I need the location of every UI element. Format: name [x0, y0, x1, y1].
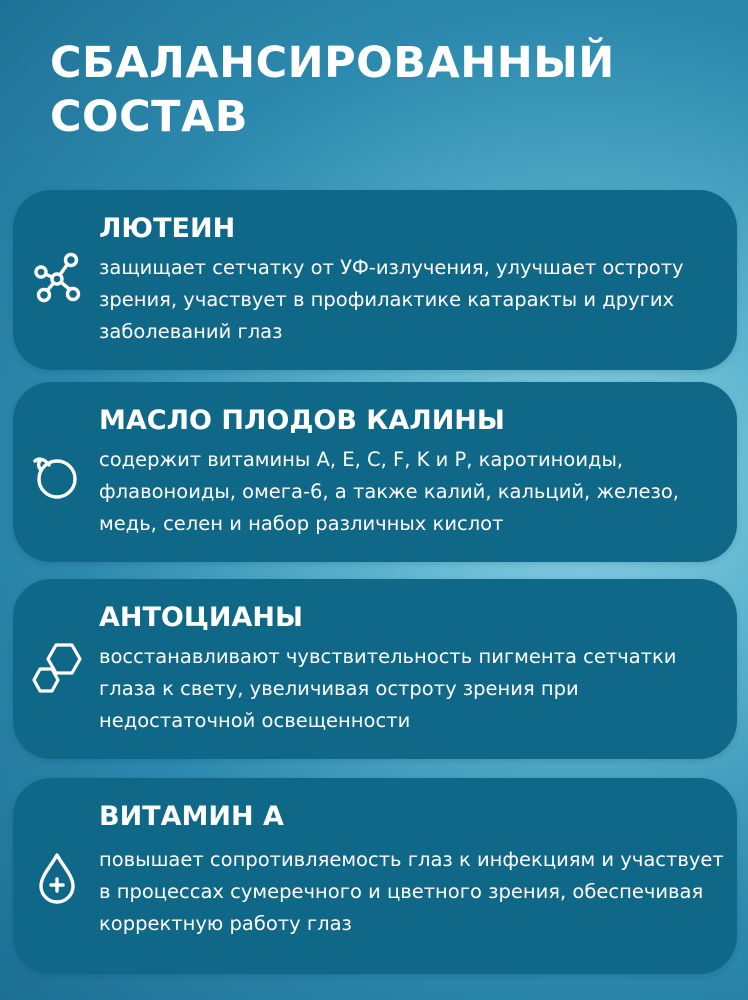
page-title: СБАЛАНСИРОВАННЫЙ СОСТАВ: [50, 38, 615, 142]
card-title: МАСЛО ПЛОДОВ КАЛИНЫ: [99, 405, 505, 436]
card-title: ЛЮТЕИН: [99, 213, 236, 244]
card-description: повышает сопротивляемость глаз к инфекциям и участвует в процессах сумеречного и цветного зрения, обеспечивая корректную работу глаз: [99, 848, 724, 935]
ingredient-card-viburnum-oil: [13, 382, 737, 562]
drop-plus-icon: [29, 850, 85, 906]
ingredient-card-vitamin-a: [13, 778, 737, 974]
molecule-icon: [29, 250, 85, 306]
berry-icon: [29, 448, 85, 504]
card-title: АНТОЦИАНЫ: [99, 602, 303, 633]
ingredient-card-lutein: [13, 190, 737, 370]
card-description: защищает сетчатку от УФ-излучения, улучшает остроту зрения, участвует в профилактике катаракты и других заболеваний глаз: [99, 256, 684, 343]
hexagons-icon: [29, 639, 85, 695]
card-description: восстанавливают чувствительность пигмента сетчатки глаза к свету, увеличивая остроту зрения при недостаточной освещенности: [99, 645, 677, 732]
card-title: ВИТАМИН А: [99, 801, 284, 832]
ingredient-card-anthocyanins: [13, 579, 737, 759]
card-description: содержит витамины A, E, C, F, K и P, каротиноиды, флавоноиды, омега-6, а также калий, кальций, железо, медь, селен и набор различных кислот: [99, 448, 679, 535]
